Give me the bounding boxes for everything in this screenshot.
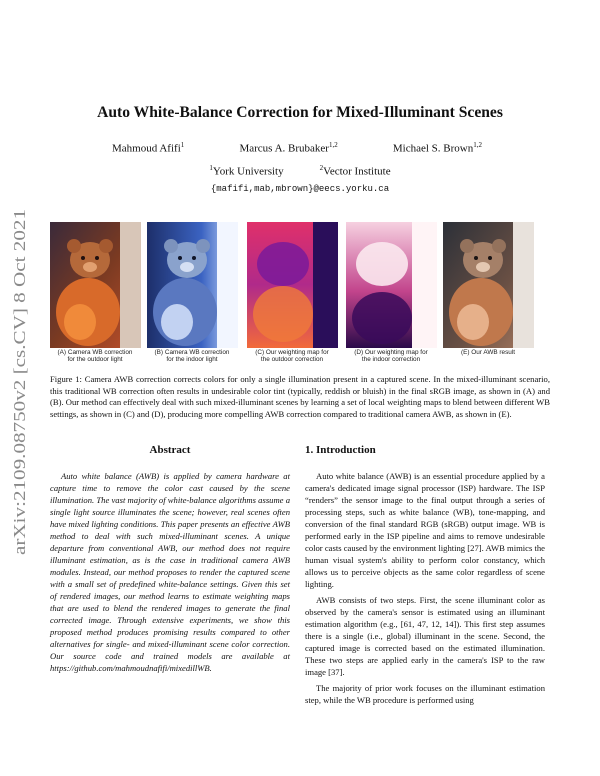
author: Marcus A. Brubaker$^{1,2}$ [239, 141, 338, 155]
author-email: {mafifi,mab,mbrown}@eecs.yorku.ca [210, 184, 390, 194]
paper-title: Auto White-Balance Correction for Mixed-Illuminant Scenes [97, 104, 503, 121]
arxiv-stamp-text: arXiv:2109.08750v2 [cs.CV] 8 Oct 2021 [10, 276, 29, 555]
panel-b-image [147, 222, 238, 348]
panel-e-awb-result [443, 222, 534, 348]
introduction-paragraph: Auto white balance (AWB) is an essential procedure applied by a camera's dedicated image signal processor (ISP) hardware. The ISP “renders” the sensor image to the final output through a series of processing steps, such as white balance (WB), tone-mapping, and conversion of the final standard RGB (sRGB) output image. WB is performed early in the ISP pipeline and aims to remove undesirable color casts caused by the environment lighting [27]. AWB mimics the human visual system's ability to perform color constancy, which allows us to perceive objects as the same color regardless of scene lighting. [305, 471, 545, 589]
panel-a-image [50, 222, 141, 348]
panel-caption: (D) Our weighting map for the indoor correction [354, 349, 428, 364]
affiliation: $^2$Vector Institute [319, 164, 391, 178]
panel-caption: (C) Our weighting map for the outdoor correction [255, 349, 329, 364]
arxiv-stamp [6, 205, 32, 557]
introduction-paragraph: AWB consists of two steps. First, the scene illuminant color as observed by the camera's sensor is estimated using an illuminant estimation algorithm (e.g., [61, 47, 12, 14]). This first step assumes there is a single (i.e., global) illuminant in the scene. Second, the captured image is corrected based on the estimated illumination. These two steps are applied early in the camera's ISP to the raw image [37]. [305, 595, 545, 677]
author-list [60, 141, 540, 155]
author: Michael S. Brown$^{1,2}$ [392, 141, 482, 155]
panel-caption: (E) Our AWB result [460, 349, 516, 356]
figure-1-caption: Figure 1: Camera AWB correction corrects colors for only a single illumination present in a captured scene. In the mixed-illuminant scenario, this traditional WB correction often results in undesirable color tint (typically, reddish or bluish) in the final sRGB image, as shown in (A) and (B). Our method can effectively deal with such mixed-illuminant scenes by learning a set of local weighting maps to blend between different WB settings, as shown in (C) and (D), producing more compelling AWB correction compared to traditional camera AWB, as shown in (E). [50, 374, 550, 419]
panel-d-weight-map [346, 222, 437, 348]
affiliation: $^1$York University [209, 164, 284, 178]
panel-c-weight-map [247, 222, 338, 348]
abstract-section [50, 444, 290, 674]
panel-caption: (A) Camera WB correction for the outdoor light [57, 349, 133, 364]
abstract-text: Auto white balance (AWB) is applied by camera hardware at capture time to remove the color cast caused by the scene illumination. The vast majority of white-balance algorithms assume a single light source illuminates the scene; however, real scenes often have mixed lighting conditions. This paper presents an effective AWB method to deal with such mixed-illuminant scenes. A unique departure from conventional AWB, our method does not require illuminant estimation, as is the case in traditional camera AWB modules. Instead, our method proposes to render the captured scene with a small set of predefined white-balance settings. Given this set of rendered images, our method learns to estimate weighting maps that are used to blend the rendered images to generate the final corrected image. Through extensive experiments, we show this proposed method produces promising results compared to other alternatives for single- and mixed-illuminant scene color correction. Our source code and trained models are available at https://github.com/mahmoudnafifi/mixedillWB. [50, 471, 290, 673]
figure-1-panel-captions [50, 349, 550, 369]
abstract-heading: Abstract [149, 444, 191, 456]
introduction-section [305, 444, 545, 706]
affiliation-list [60, 164, 540, 178]
author: Mahmoud Afifi$^1$ [112, 141, 185, 155]
panel-caption: (B) Camera WB correction for the indoor light [154, 349, 230, 364]
introduction-paragraph: The majority of prior work focuses on the illuminant estimation step, while the WB procedure is performed using [305, 683, 545, 705]
introduction-heading: 1. Introduction [305, 444, 376, 456]
figure-1 [50, 222, 550, 348]
